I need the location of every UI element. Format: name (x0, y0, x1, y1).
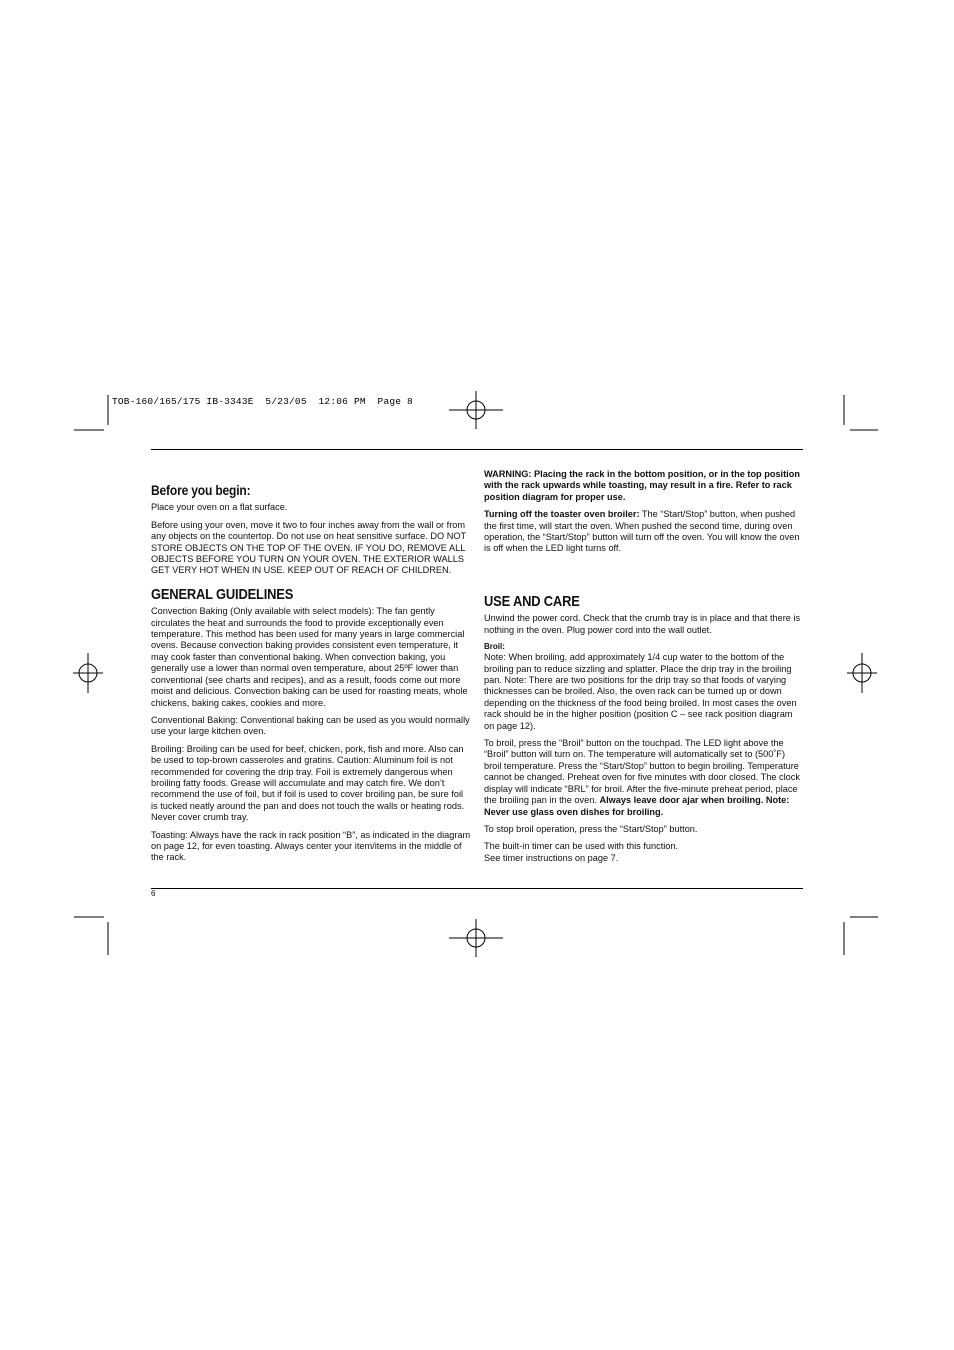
to-broil-text: To broil, press the “Broil” button on the touchpad. The LED light above the “Broil” button will turn on. The temperature will automatically set to (500˚F) broil temperature. Press the “Start/Stop” button to begin broiling. Temperature cannot be changed. Preheat oven for five minutes with door closed. The clock display will indicate “BRL” for broil. After the five-minute preheat period, place the broiling pan in the oven. (484, 738, 800, 806)
general-guidelines-heading: GENERAL GUIDELINES (151, 585, 294, 603)
timer-line-2: See timer instructions on page 7. (484, 852, 619, 863)
warning-paragraph: WARNING: Placing the rack in the bottom position, or in the top position with the rack upwards while toasting, may result in a fire. Refer to rack position diagram for proper use. (484, 469, 800, 502)
turning-off-label: Turning off the toaster oven broiler: (484, 509, 640, 520)
to-broil-warning: Always leave door ajar when broiling. Note: Never use glass oven dishes for broiling. (484, 795, 790, 817)
timer-line-1: The built-in timer can be used with this function. (484, 841, 679, 852)
before-heading: Before you begin: (151, 482, 251, 498)
before-paragraph-1: Place your oven on a flat surface. (151, 502, 288, 513)
broil-label: Broil: (484, 642, 505, 652)
bottom-rule (151, 888, 803, 889)
use-and-care-section (484, 593, 804, 864)
use-paragraph-1: Unwind the power cord. Check that the crumb tray is in place and that there is nothing in the oven. Plug power cord into the wall outlet. (484, 613, 801, 635)
broiling-paragraph: Broiling: Broiling can be used for beef, chicken, pork, fish and more. Also can be used to top-brown casseroles and gratins. Caution: Aluminum foil is not recommended for covering the drip tray. Foil is extremely dangerous when broiling fatty foods. Grease will accumulate and may catch fire. We don’t recommend the use of foil, but if foil is used to cover broiling pan, be sure foil is tucked neatly around the pan and does not touch the walls or heating rods. Never cover crumb tray. (151, 743, 465, 823)
right-column (484, 469, 804, 561)
stop-broil-paragraph: To stop broil operation, press the “Start/Stop” button. (484, 823, 698, 834)
turning-off-text: The “Start/Stop” button, when pushed the first time, will start the oven. When pushed the second time, during oven operation, the “Start/Stop” button will turn off the oven. You will know the oven is off when the LED light turns off. (484, 509, 800, 554)
to-broil-paragraph (484, 738, 804, 818)
turning-off-paragraph (484, 509, 804, 555)
use-and-care-heading: USE AND CARE (484, 593, 580, 610)
top-rule (151, 449, 803, 450)
convection-paragraph: Convection Baking (Only available with select models): The fan gently circulates the heat and surrounds the food to provide exceptionally even temperature. This method has been used for many years in large commercial ovens. Because convection baking provides consistent even temperature, it may cook faster than conventional baking. When convection baking, you generally use a lower than normal oven temperature, about 25ºF lower than conventional (see charts and recipes), and as a result, foods come out more moist and delicious. Convection baking can be used for roasting meats, whole chickens, baking cakes, cookies and more. (151, 606, 468, 708)
page-number: 6 (151, 889, 156, 898)
broil-note-paragraph: Note: When broiling, add approximately 1/4 cup water to the bottom of the broiling pan to reduce sizzling and splatter. Place the drip tray in the broiling pan. Note: There are two positions for the drip tray so that foods of varying thicknesses can be broiled. Also, the oven rack can be turned up or down depending on the thickness of the food being broiled. In most cases the oven rack should be in the higher position (position C – see rack position diagram on page 12). (484, 652, 797, 731)
conventional-paragraph: Conventional Baking: Conventional baking can be used as you would normally use your large kitchen oven. (151, 714, 470, 737)
before-paragraph-2: Before using your oven, move it two to four inches away from the wall or from any objects on the countertop. Do not use on heat sensitive surface. DO NOT STORE OBJECTS ON THE TOP OF THE OVEN. IF YOU DO, REMOVE ALL OBJECTS BEFORE YOU TURN ON YOUR OVEN. THE EXTERIOR WALLS GET VERY HOT WHEN IN USE. KEEP OUT OF REACH OF CHILDREN. (151, 519, 466, 576)
toasting-paragraph: Toasting: Always have the rack in rack position “B”, as indicated in the diagram on page 12, for even toasting. Always center your item/items in the middle of the rack. (151, 829, 471, 863)
print-slug: TOB-160/165/175 IB-3343E 5/23/05 12:06 PM Page 8 (112, 396, 413, 407)
left-column (151, 482, 471, 870)
